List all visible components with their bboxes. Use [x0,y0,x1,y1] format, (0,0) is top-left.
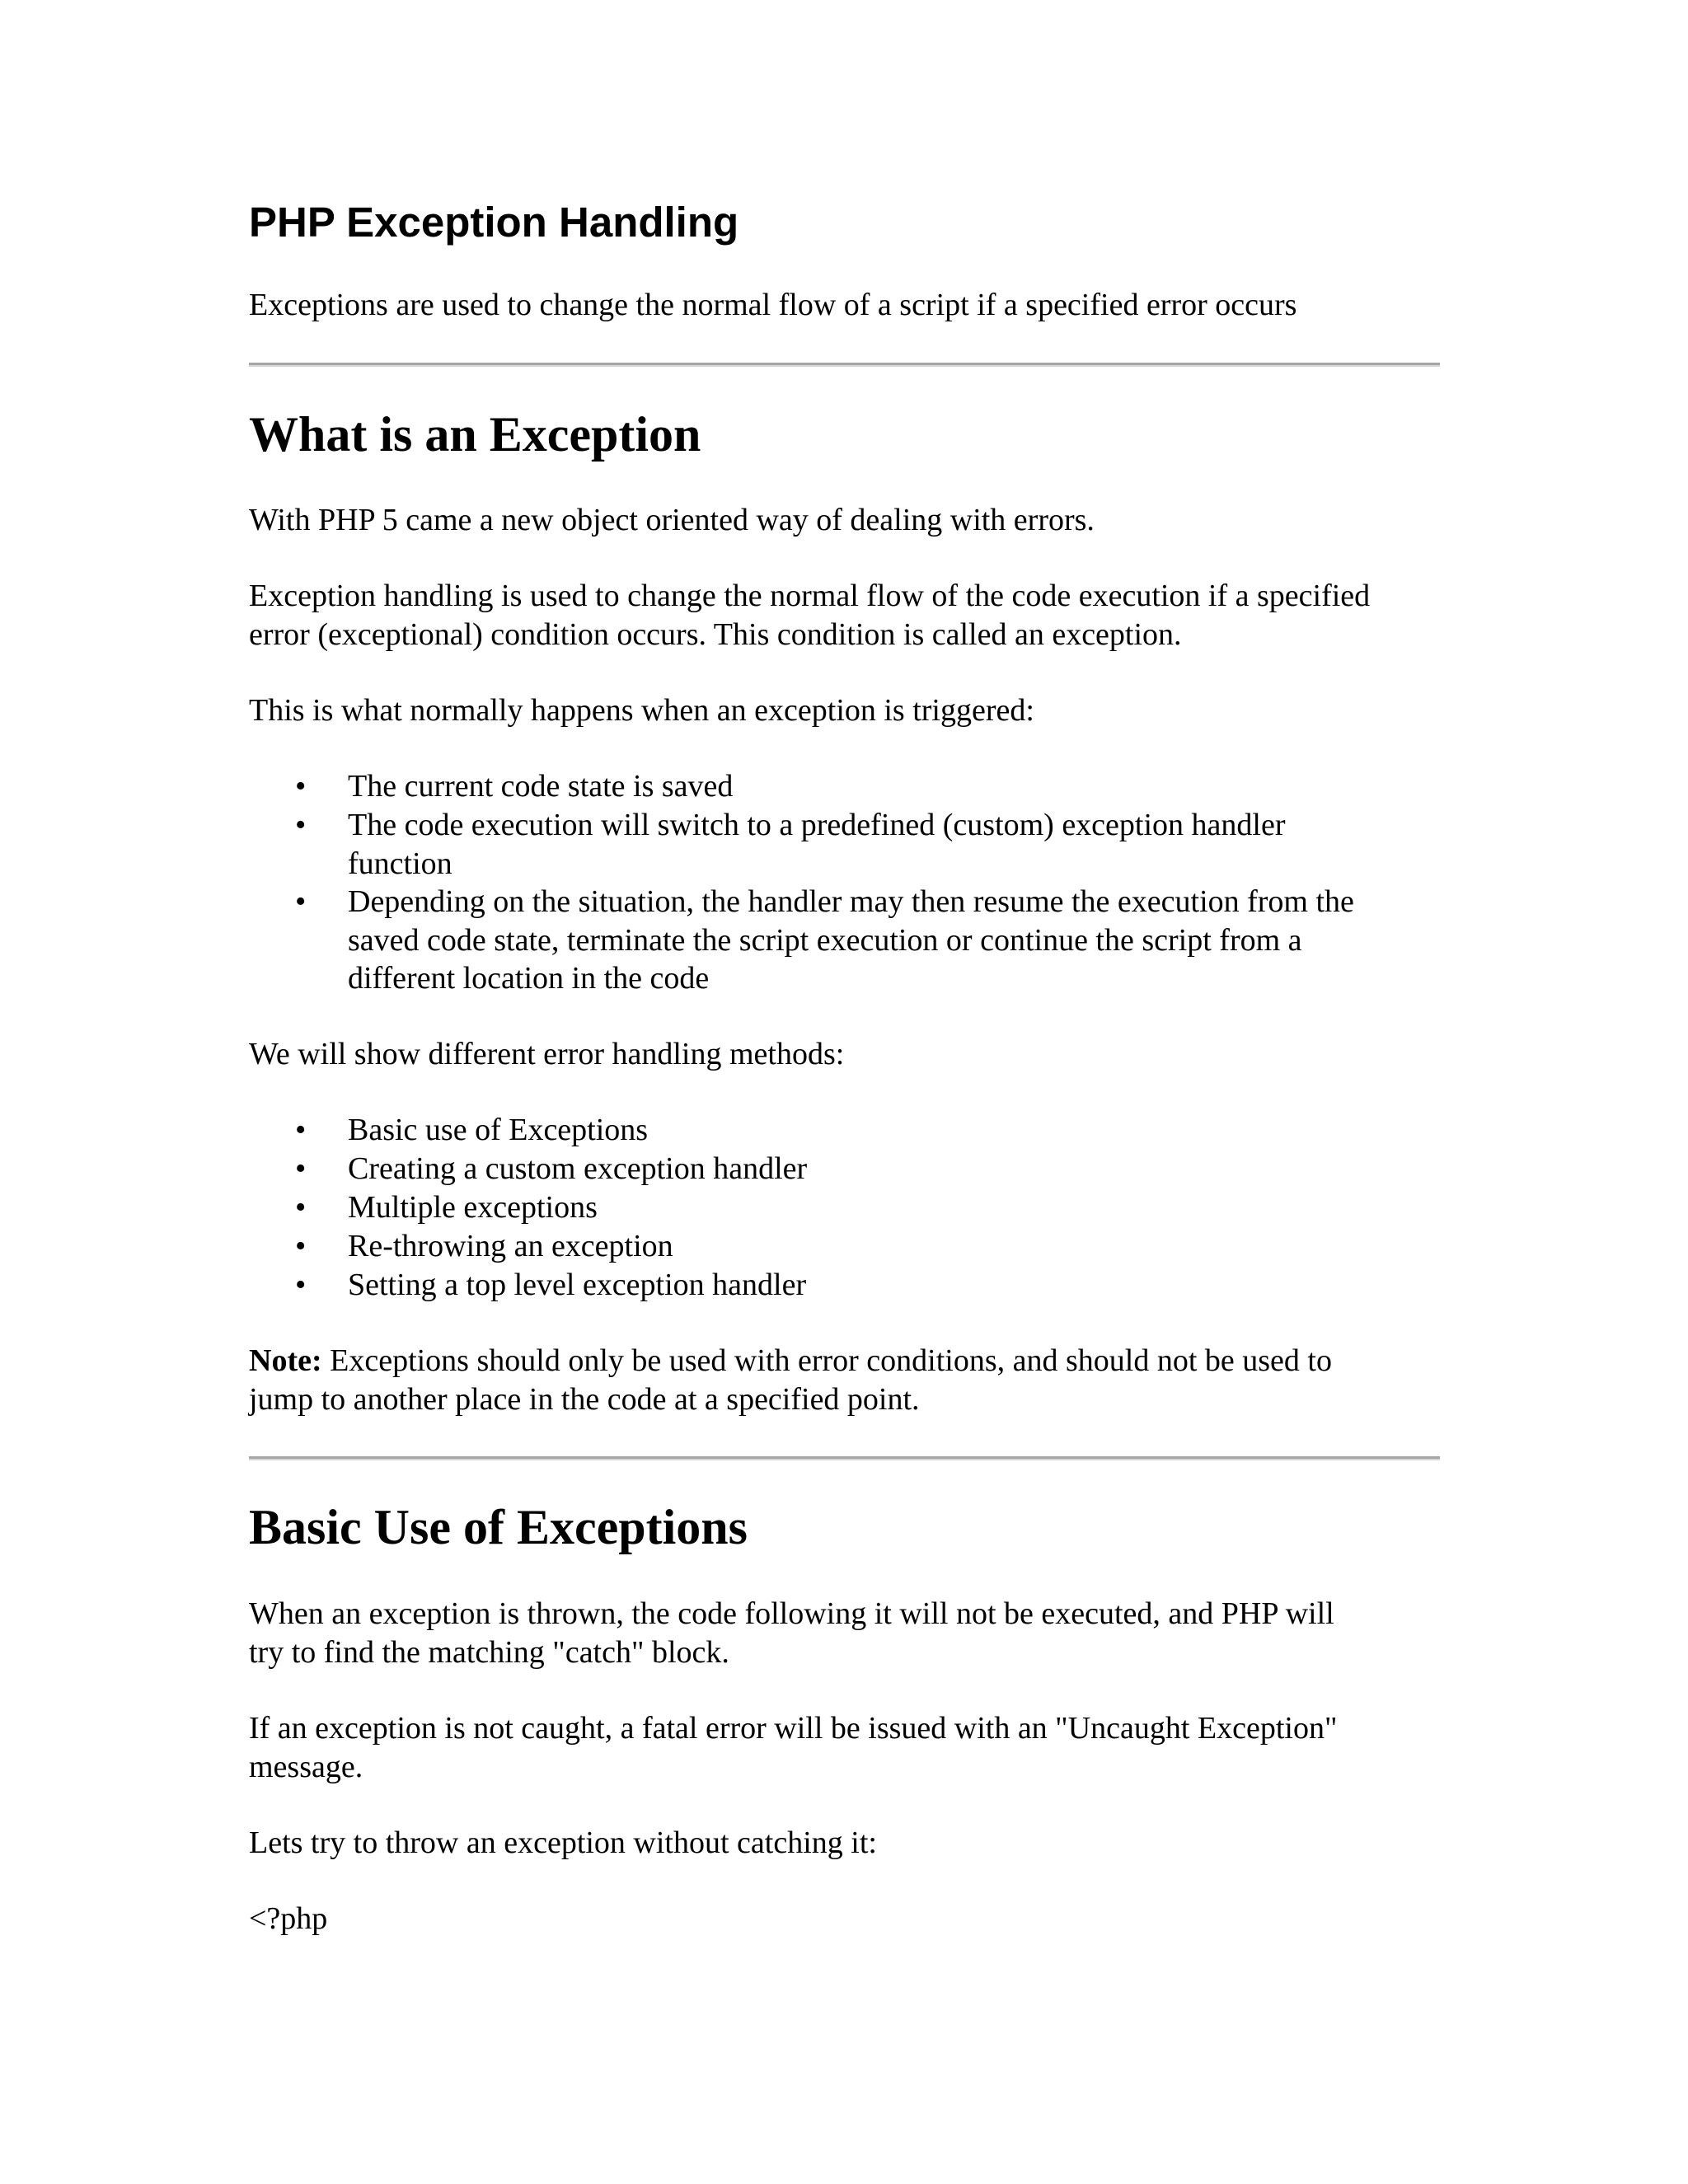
list-item-text: saved code state, terminate the script execution or continue the script from a [348,923,1302,958]
paragraph-exception-handling-line2: error (exceptional) condition occurs. This condition is called an exception. [249,617,1182,652]
paragraph-php5: With PHP 5 came a new object oriented way of dealing with errors. [249,503,1095,537]
list-item-text: The code execution will switch to a predefined (custom) exception handler [348,808,1286,842]
paragraph-thrown-line1: When an exception is thrown, the code following it will not be executed, and PHP will [249,1596,1334,1631]
paragraph-not-caught-line2: message. [249,1750,363,1784]
bullet-icon: • [295,1151,307,1186]
section-heading-basic-use: Basic Use of Exceptions [249,1500,748,1554]
list-item-text: Re-throwing an exception [348,1229,673,1263]
bullet-icon: • [295,1268,307,1302]
intro-paragraph: Exceptions are used to change the normal flow of a script if a specified error occurs [249,288,1297,322]
paragraph-lets-try: Lets try to throw an exception without catching it: [249,1825,877,1860]
section-heading-what-is-exception: What is an Exception [249,407,701,462]
list-item-text: Depending on the situation, the handler may then resume the execution from the [348,884,1354,919]
paragraph-thrown-line2: try to find the matching "catch" block. [249,1635,729,1670]
bullet-icon: • [295,1190,307,1225]
bullet-icon: • [295,1113,307,1147]
paragraph-normally-happens: This is what normally happens when an exception is triggered: [249,693,1034,728]
page-title: PHP Exception Handling [249,199,739,246]
list-item-text: Setting a top level exception handler [348,1268,807,1302]
bullet-icon: • [295,808,307,842]
bullet-icon: • [295,884,307,919]
horizontal-rule [249,363,1440,367]
note-label: Note: [249,1343,322,1378]
note-text: Exceptions should only be used with error conditions, and should not be used to [321,1343,1332,1378]
horizontal-rule [249,1456,1440,1460]
note-paragraph-line2: jump to another place in the code at a specified point. [249,1382,920,1417]
list-item-text: function [348,846,452,881]
code-line-php-open: <?php [249,1901,328,1936]
bullet-icon: • [295,769,307,804]
list-item-text: The current code state is saved [348,769,734,804]
paragraph-exception-handling-line1: Exception handling is used to change the normal flow of the code execution if a specified [249,579,1371,613]
note-paragraph-line1 [249,1342,1332,1380]
paragraph-error-methods: We will show different error handling methods: [249,1037,845,1071]
list-item-text: Basic use of Exceptions [348,1113,649,1147]
paragraph-not-caught-line1: If an exception is not caught, a fatal error will be issued with an "Uncaught Exception" [249,1711,1338,1746]
list-item-text: Multiple exceptions [348,1190,598,1225]
list-item-text: different location in the code [348,961,710,996]
list-item-text: Creating a custom exception handler [348,1151,808,1186]
bullet-icon: • [295,1229,307,1263]
